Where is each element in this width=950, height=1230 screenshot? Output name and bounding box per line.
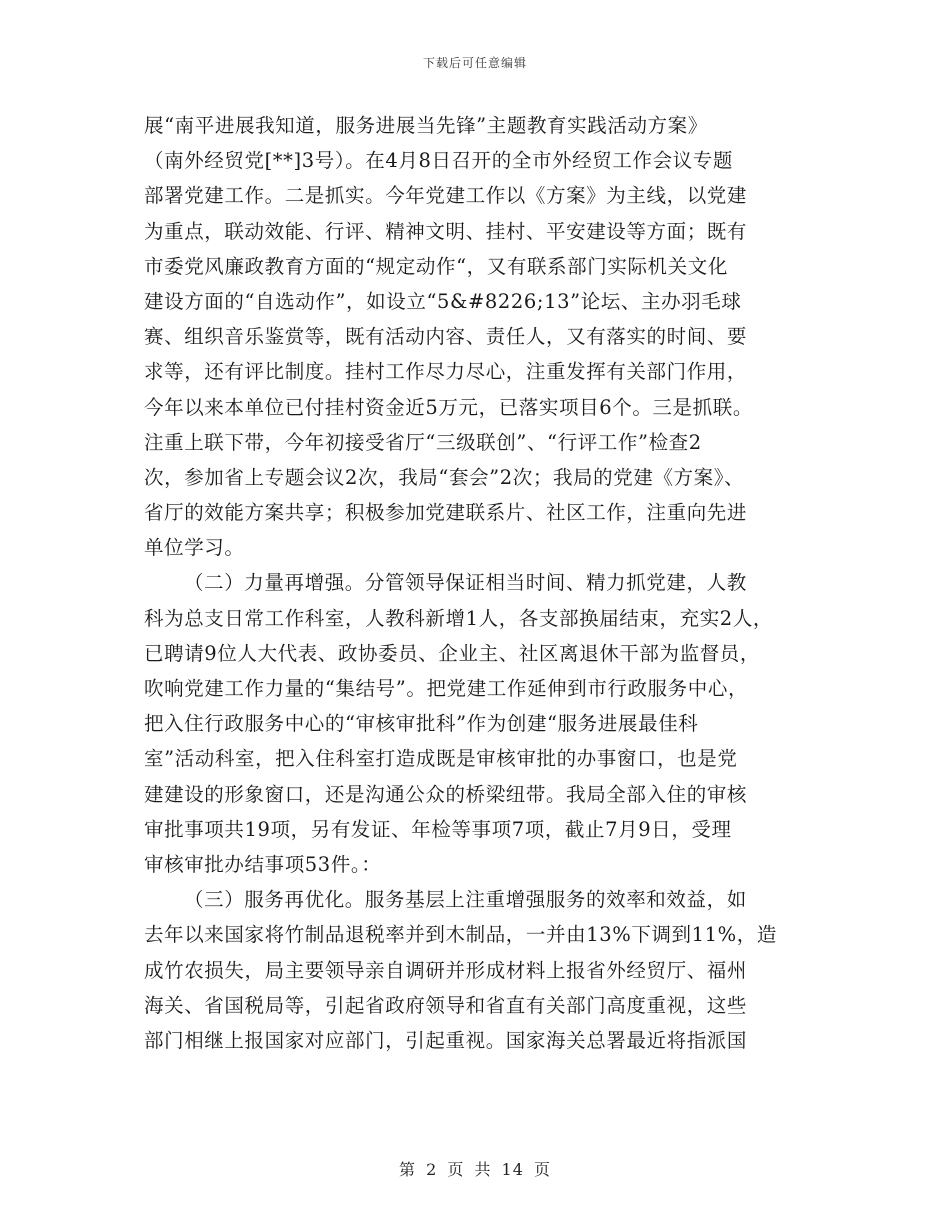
text-line: 次，参加省上专题会议2次，我局“套会”2次；我局的党建《方案》、: [144, 465, 745, 489]
text-line: 把入住行政服务中心的“审核审批科”作为创建“服务进展最佳科: [144, 712, 699, 736]
text-line: 部署党建工作。二是抓实。今年党建工作以《方案》为主线，以党建: [144, 184, 748, 208]
text-line: 建设方面的“自选动作”，如设立“5&#8226;13”论坛、主办羽毛球: [144, 289, 742, 313]
text-line: 已聘请9位人大代表、政协委员、企业主、社区离退休干部为监督员，: [144, 641, 761, 665]
text-line: 海关、省国税局等，引起省政府领导和省直有关部门高度重视，这些: [144, 993, 748, 1017]
text-line: 成竹农损失，局主要领导亲自调研并形成材料上报省外经贸厅、福州: [144, 958, 748, 982]
text-line: （南外经贸党[**]3号）。在4月8日召开的全市外经贸工作会议专题: [144, 149, 733, 173]
paragraph-start-line: （三）服务再优化。服务基层上注重增强服务的效率和效益，如: [184, 888, 747, 912]
text-line: 今年以来本单位已付挂村资金近5万元，已落实项目6个。三是抓联。: [144, 395, 753, 419]
text-line: 单位学习。: [144, 536, 245, 560]
text-line: 求等，还有评比制度。挂村工作尽力尽心，注重发挥有关部门作用，: [144, 360, 748, 384]
paragraph-start-line: （二）力量再增强。分管领导保证相当时间、精力抓党建，人教: [184, 571, 747, 595]
text-line: 去年以来国家将竹制品退税率并到木制品，一并由13%下调到11%，造: [144, 923, 777, 947]
text-line: 为重点，联动效能、行评、精神文明、挂村、平安建设等方面；既有: [144, 219, 748, 243]
text-line: 审批事项共19项，另有发证、年检等事项7项，截止7月9日，受理: [144, 817, 732, 841]
text-line: 展“南平进展我知道，服务进展当先锋”主题教育实践活动方案》: [144, 114, 708, 137]
page-number-footer: 第 2 页 共 14 页: [399, 1160, 551, 1179]
text-line: 注重上联下带，今年初接受省厅“三级联创”、“行评工作”检查2: [144, 430, 702, 454]
text-line: 室”活动科室，把入住科室打造成既是审核审批的办事窗口，也是党: [144, 747, 738, 771]
text-line: 审核审批办结事项53件。：: [144, 852, 382, 876]
page-header: 下载后可任意编辑: [422, 56, 527, 70]
text-line: 建建设的形象窗口，还是沟通公众的桥梁纽带。我局全部入住的审核: [144, 782, 748, 806]
text-line: 赛、组织音乐鉴赏等，既有活动内容、责任人，又有落实的时间、要: [144, 325, 748, 349]
text-line: 科为总支日常工作科室，人教科新增1人，各支部换届结束，充实2人，: [144, 606, 774, 630]
document-body: [144, 108, 824, 1058]
text-line: 部门相继上报国家对应部门，引起重视。国家海关总署最近将指派国: [144, 1028, 748, 1052]
text-line: 吹响党建工作力量的“集结号”。把党建工作延伸到市行政服务中心，: [144, 677, 749, 700]
text-line: 市委党风廉政教育方面的“规定动作“，又有联系部门实际机关文化: [144, 254, 728, 278]
text-line: 省厅的效能方案共享；积极参加党建联系片、社区工作，注重向先进: [144, 501, 748, 525]
